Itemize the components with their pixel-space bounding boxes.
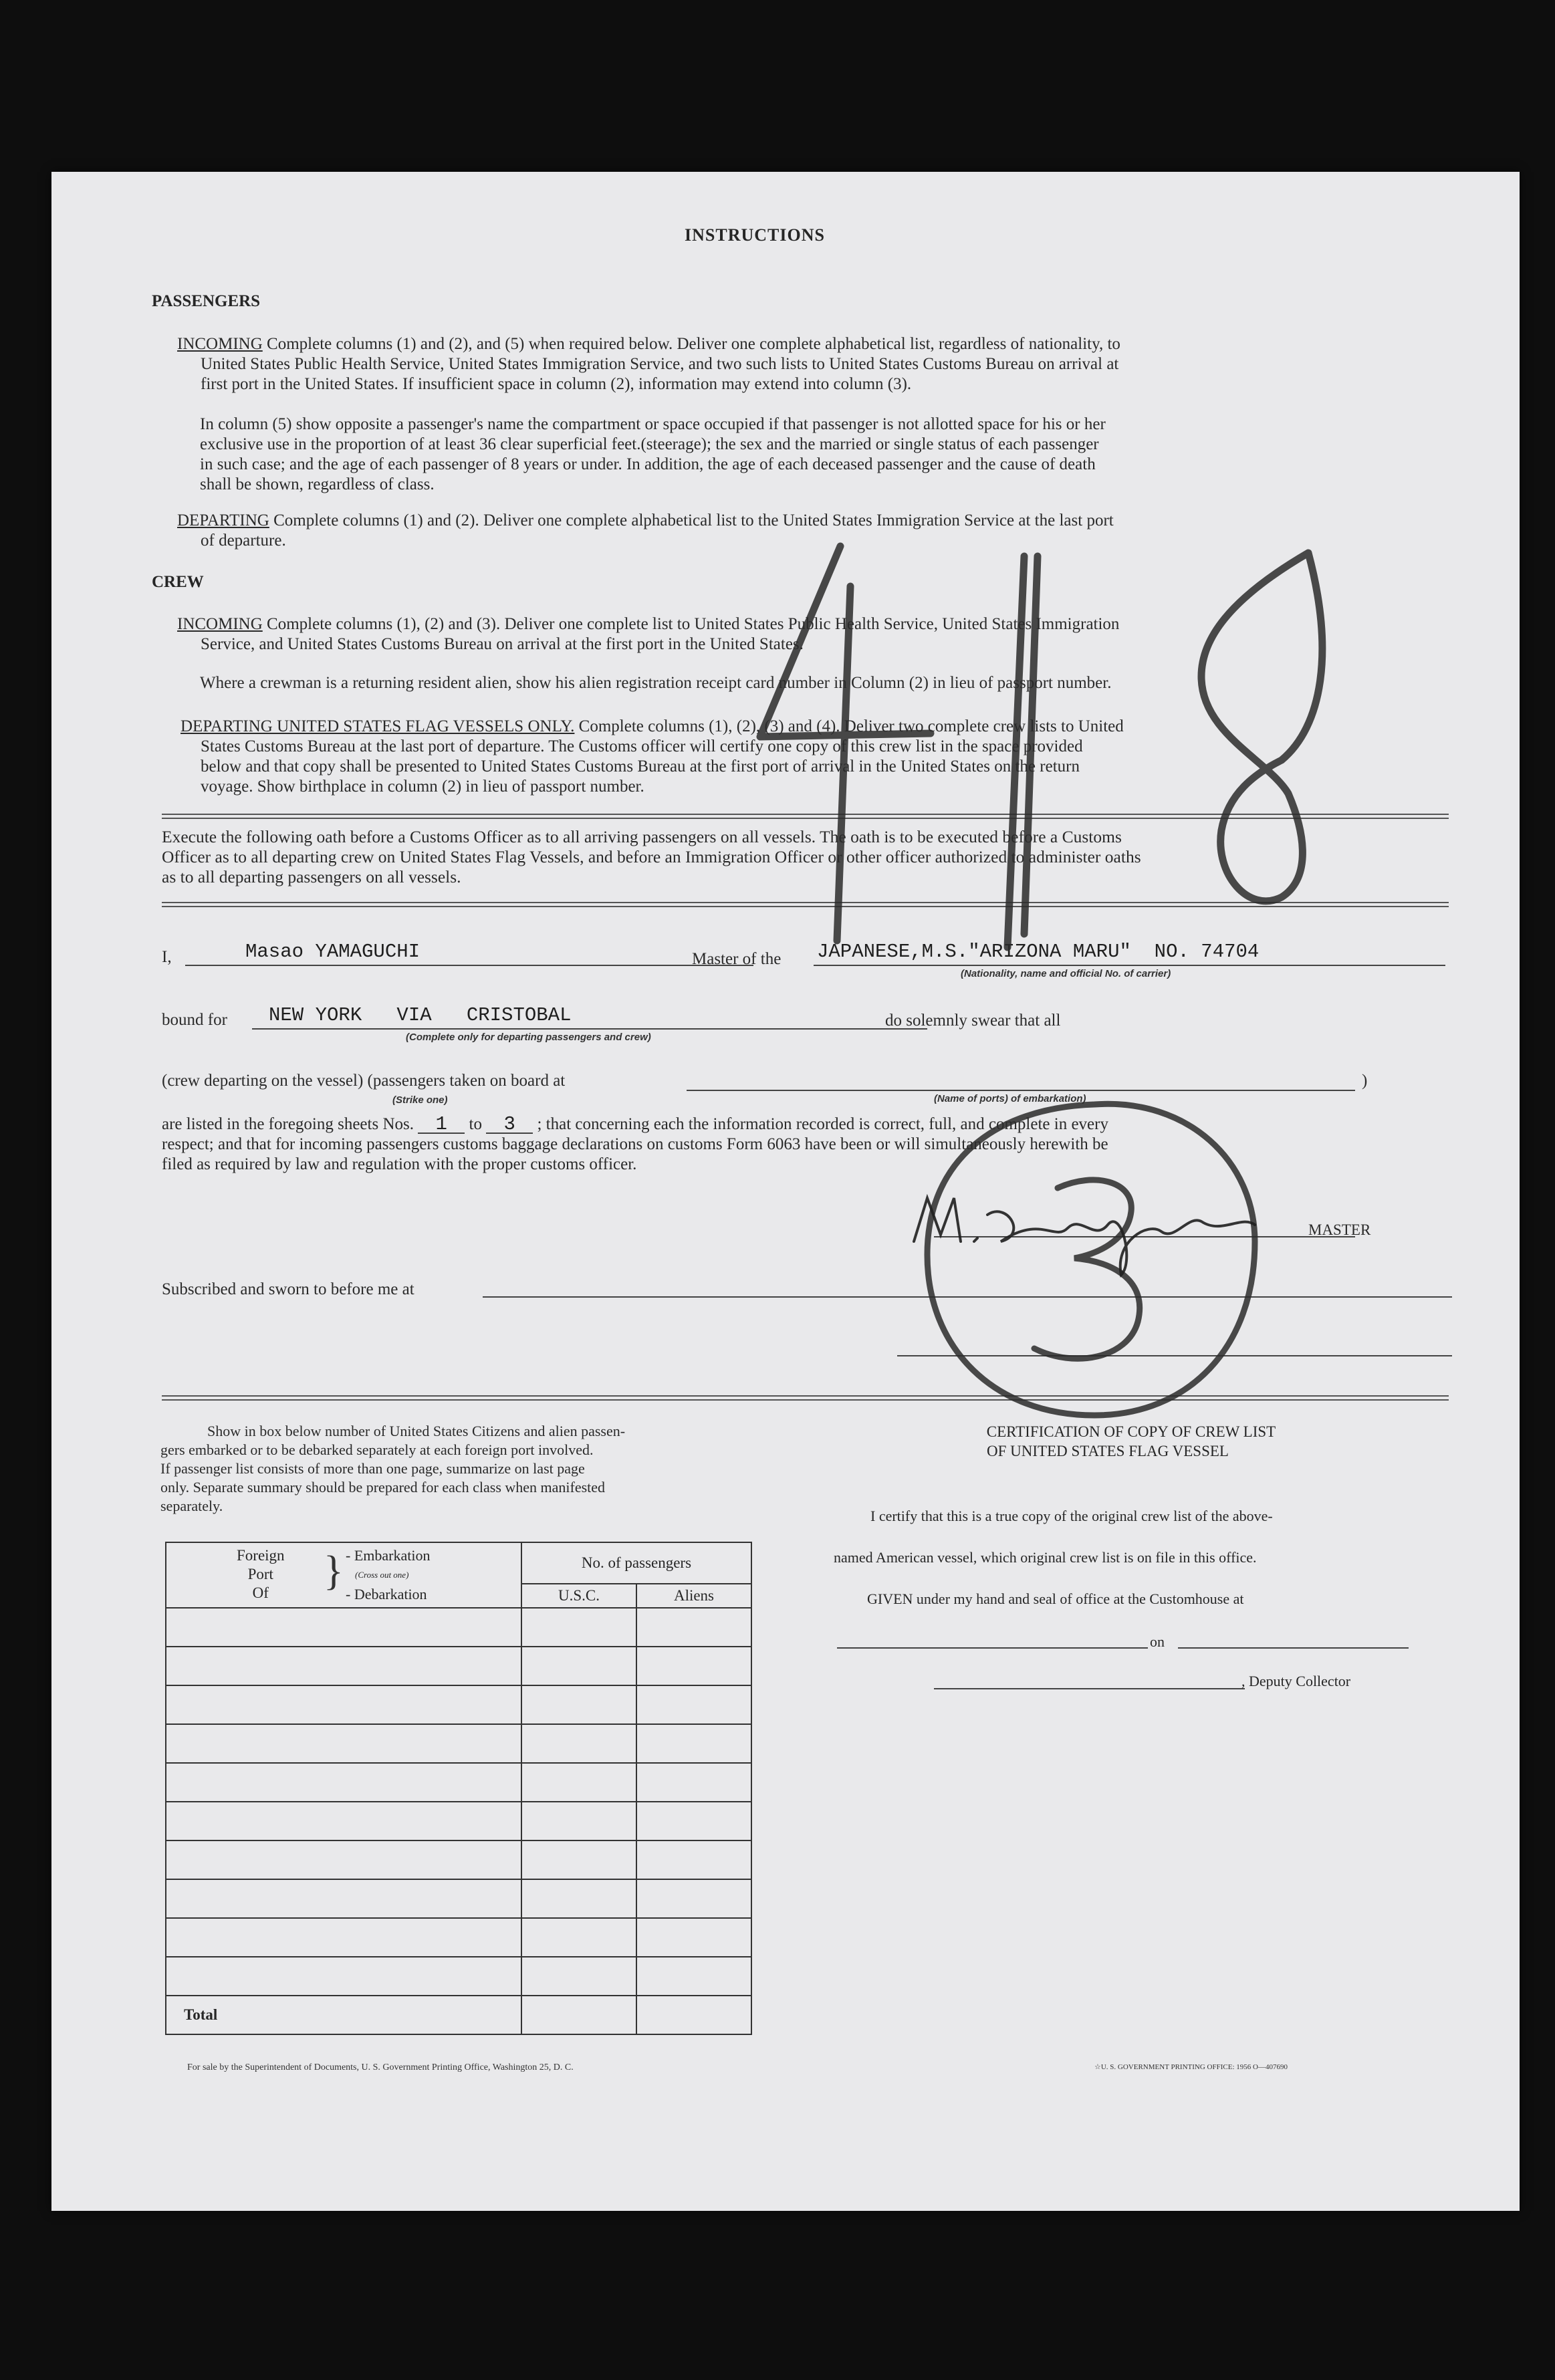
closing-paren: )	[1362, 1072, 1368, 1090]
port-cell[interactable]	[166, 1840, 521, 1879]
aliens-cell[interactable]	[636, 1957, 751, 1996]
cert-title-1: CERTIFICATION OF COPY OF CREW LIST	[986, 1423, 1276, 1440]
passenger-summary-table	[165, 1542, 752, 2035]
cert-on-label: on	[1150, 1633, 1165, 1650]
port-cell[interactable]	[166, 1957, 521, 1996]
aliens-cell[interactable]	[636, 1647, 751, 1685]
oath-i-label: I,	[162, 948, 172, 966]
master-name-line	[185, 965, 753, 966]
oath-intro-line-1: Execute the following oath before a Customs Officer as to all arriving passengers on all vessels. The oath is to be executed before a Customs	[162, 827, 1122, 846]
oath-intro-block	[162, 827, 1452, 887]
total-usc-cell[interactable]	[521, 1996, 636, 2034]
cert-line-1: I certify that this is a true copy of the original crew list of the above-	[870, 1508, 1273, 1524]
sheets-text-2: ; that concerning each the information recorded is correct, full, and complete in every	[537, 1115, 1108, 1133]
summary-row	[166, 1608, 751, 1647]
crew-flag-line-1: Complete columns (1), (2), (3) and (4). Deliver two complete crew lists to United	[578, 717, 1124, 735]
crew-incoming-line-1: Complete columns (1), (2) and (3). Deliver one complete list to United States Public Health Service, United States Immigration	[267, 615, 1120, 633]
aliens-cell[interactable]	[636, 1879, 751, 1918]
usc-cell[interactable]	[521, 1879, 636, 1918]
crew-resident-text: Where a crewman is a returning resident alien, show his alien registration receipt card number in Column (2) in lieu of passport number.	[200, 674, 1112, 692]
deputy-collector-label: , Deputy Collector	[1241, 1673, 1351, 1689]
port-cell[interactable]	[166, 1608, 521, 1647]
no-passengers-header: No. of passengers	[521, 1542, 751, 1584]
port-cell[interactable]	[166, 1724, 521, 1763]
cross-out-label: (Cross out one)	[355, 1570, 409, 1580]
usc-cell[interactable]	[521, 1802, 636, 1840]
crew-heading: CREW	[152, 573, 204, 591]
vessel-line	[814, 965, 1445, 966]
embarkation-port-line[interactable]	[687, 1090, 1355, 1091]
crew-incoming-block	[177, 614, 1447, 654]
port-cell[interactable]	[166, 1879, 521, 1918]
usc-cell[interactable]	[521, 1724, 636, 1763]
sheets-to-label: to	[469, 1115, 482, 1133]
aliens-cell[interactable]	[636, 1918, 751, 1957]
oath-intro-line-3: as to all departing passengers on all vessels.	[162, 867, 461, 886]
signature-line-2[interactable]	[897, 1355, 1452, 1356]
aliens-cell[interactable]	[636, 1763, 751, 1802]
passengers-incoming-label: INCOMING	[177, 335, 263, 353]
of-label: Of	[252, 1584, 269, 1601]
passengers-heading: PASSENGERS	[152, 292, 261, 310]
sheet-from-value[interactable]: 1	[418, 1116, 465, 1134]
usc-cell[interactable]	[521, 1840, 636, 1879]
total-aliens-cell[interactable]	[636, 1996, 751, 2034]
respect-text: respect; and that for incoming passengers customs baggage declarations on customs Form 6063 have been or will simultaneously herewith be	[162, 1135, 1108, 1153]
passengers-departing-label: DEPARTING	[177, 511, 269, 529]
crew-flag-line-3: below and that copy shall be presented to United States Customs Bureau at the first port of arrival in the United States on the return	[201, 757, 1080, 776]
summary-line-4: only. Separate summary should be prepared for each class when manifested	[160, 1479, 606, 1496]
crew-flag-block	[181, 717, 1451, 797]
aliens-cell[interactable]	[636, 1608, 751, 1647]
master-label: MASTER	[1308, 1221, 1371, 1238]
summary-line-2: gers embarked or to be debarked separately at each foreign port involved.	[160, 1441, 594, 1458]
crew-incoming-label: INCOMING	[177, 615, 263, 633]
summary-row	[166, 1840, 751, 1879]
port-cell[interactable]	[166, 1918, 521, 1957]
column5-line-3: in such case; and the age of each passenger of 8 years or under. In addition, the age of each deceased passenger and the cause of death	[200, 455, 1096, 473]
passengers-departing-line-1: Complete columns (1) and (2). Deliver one complete alphabetical list to the United States Immigration Service at the last port	[273, 511, 1114, 529]
subscribed-line[interactable]	[483, 1296, 1452, 1298]
aliens-header: Aliens	[636, 1584, 751, 1608]
port-cell[interactable]	[166, 1685, 521, 1724]
port-label: Port	[247, 1566, 273, 1582]
divider	[162, 902, 1449, 907]
aliens-cell[interactable]	[636, 1685, 751, 1724]
divider	[162, 1395, 1449, 1401]
footer-gpo-code: ☆U. S. GOVERNMENT PRINTING OFFICE: 1956 O—407690	[1094, 2063, 1288, 2071]
manifest-form-page	[51, 172, 1520, 2211]
port-cell[interactable]	[166, 1763, 521, 1802]
passengers-incoming-line-3: first port in the United States. If insufficient space in column (2), information may extend into column (3).	[201, 375, 912, 393]
crew-flag-line-2: States Customs Bureau at the last port of departure. The Customs officer will certify one copy of this crew list in the space provided	[201, 737, 1083, 755]
footer-printing-office: For sale by the Superintendent of Documents, U. S. Government Printing Office, Washington 25, D. C.	[187, 2062, 574, 2072]
usc-cell[interactable]	[521, 1685, 636, 1724]
summary-row	[166, 1647, 751, 1685]
customhouse-line[interactable]	[837, 1647, 1148, 1649]
summary-row	[166, 1763, 751, 1802]
cert-date-line[interactable]	[1178, 1647, 1409, 1649]
port-header-cell	[166, 1542, 521, 1608]
master-of-label: Master of the	[692, 950, 782, 968]
usc-cell[interactable]	[521, 1957, 636, 1996]
master-name-value[interactable]: Masao YAMAGUCHI	[245, 941, 421, 963]
embarkation-label: - Embarkation	[346, 1547, 431, 1564]
vessel-caption: (Nationality, name and official No. of carrier)	[961, 968, 1171, 979]
deputy-signature-line[interactable]	[934, 1688, 1245, 1689]
usc-cell[interactable]	[521, 1608, 636, 1647]
port-cell[interactable]	[166, 1647, 521, 1685]
strike-caption: (Strike one)	[392, 1094, 448, 1106]
destination-line	[252, 1028, 927, 1030]
summary-row	[166, 1918, 751, 1957]
port-cell[interactable]	[166, 1802, 521, 1840]
passengers-departing-line-2: of departure.	[201, 531, 286, 550]
passengers-incoming-line-1: Complete columns (1) and (2), and (5) when required below. Deliver one complete alphabetical list, regardless of nationality, to	[267, 335, 1120, 353]
passengers-departing-block	[177, 511, 1447, 551]
summary-row	[166, 1685, 751, 1724]
aliens-cell[interactable]	[636, 1840, 751, 1879]
summary-rows	[166, 1608, 751, 1996]
sheets-text: are listed in the foregoing sheets Nos.	[162, 1115, 414, 1133]
column5-line-1: In column (5) show opposite a passenger's name the compartment or space occupied if that passenger is not allotted space for his or her	[200, 415, 1106, 433]
column5-block	[200, 414, 1450, 495]
destination-caption: (Complete only for departing passengers and crew)	[406, 1032, 651, 1043]
destination-value[interactable]: NEW YORK VIA CRISTOBAL	[269, 1004, 572, 1026]
summary-line-3: If passenger list consists of more than one page, summarize on last page	[160, 1460, 585, 1477]
summary-row	[166, 1957, 751, 1996]
subscribed-label: Subscribed and sworn to before me at	[162, 1280, 414, 1298]
divider	[162, 814, 1449, 819]
brace: }	[324, 1548, 344, 1594]
summary-line-5: separately.	[160, 1498, 223, 1514]
summary-row	[166, 1879, 751, 1918]
oath-intro-line-2: Officer as to all departing crew on United States Flag Vessels, and before an Immigration Officer or other officer authorized to administer oaths	[162, 847, 1141, 866]
column5-line-2: exclusive use in the proportion of at least 36 clear superficial feet.(steerage); the sex and the married or single status of each passenger	[200, 435, 1099, 453]
crew-departing-text: (crew departing on the vessel) (passengers taken on board at	[162, 1072, 566, 1090]
summary-instructions	[160, 1422, 822, 1516]
usc-cell[interactable]	[521, 1647, 636, 1685]
usc-header: U.S.C.	[521, 1584, 636, 1608]
certification-title	[840, 1422, 1442, 1461]
debarkation-label: - Debarkation	[346, 1586, 427, 1602]
ports-caption: (Name of ports) of embarkation)	[934, 1093, 1086, 1104]
aliens-cell[interactable]	[636, 1802, 751, 1840]
aliens-cell[interactable]	[636, 1724, 751, 1763]
passengers-incoming-line-2: United States Public Health Service, United States Immigration Service, and two such lists to United States Customs Bureau on arrival at	[201, 355, 1119, 373]
summary-row	[166, 1802, 751, 1840]
master-signature-line[interactable]	[934, 1236, 1355, 1237]
filed-text: filed as required by law and regulation with the proper customs officer.	[162, 1155, 637, 1173]
summary-row	[166, 1724, 751, 1763]
foreign-label: Foreign	[237, 1547, 285, 1564]
crew-flag-label: DEPARTING UNITED STATES FLAG VESSELS ONLY.	[181, 717, 575, 735]
sheets-line	[162, 1114, 1108, 1135]
foreign-port-of	[237, 1546, 285, 1602]
crew-incoming-line-2: Service, and United States Customs Bureau on arrival at the first port in the United States.	[201, 635, 804, 653]
page-title: INSTRUCTIONS	[685, 225, 825, 245]
usc-cell[interactable]	[521, 1918, 636, 1957]
crew-flag-line-4: voyage. Show birthplace in column (2) in lieu of passport number.	[201, 778, 644, 796]
total-label: Total	[166, 1996, 521, 2034]
bound-for-label: bound for	[162, 1011, 227, 1029]
passengers-incoming-block	[177, 334, 1447, 394]
vessel-value[interactable]: JAPANESE,M.S."ARIZONA MARU" NO. 74704	[817, 941, 1260, 963]
cert-title-2: OF UNITED STATES FLAG VESSEL	[987, 1443, 1229, 1459]
column5-line-4: shall be shown, regardless of class.	[200, 475, 435, 493]
summary-line-1: Show in box below number of United States Citizens and alien passen-	[207, 1423, 626, 1439]
usc-cell[interactable]	[521, 1763, 636, 1802]
sheet-to-value[interactable]: 3	[486, 1116, 533, 1134]
cert-line-2: named American vessel, which original crew list is on file in this office.	[834, 1549, 1257, 1566]
cert-line-3: GIVEN under my hand and seal of office at the Customhouse at	[867, 1590, 1244, 1607]
swear-text: do solemnly swear that all	[885, 1012, 1061, 1030]
